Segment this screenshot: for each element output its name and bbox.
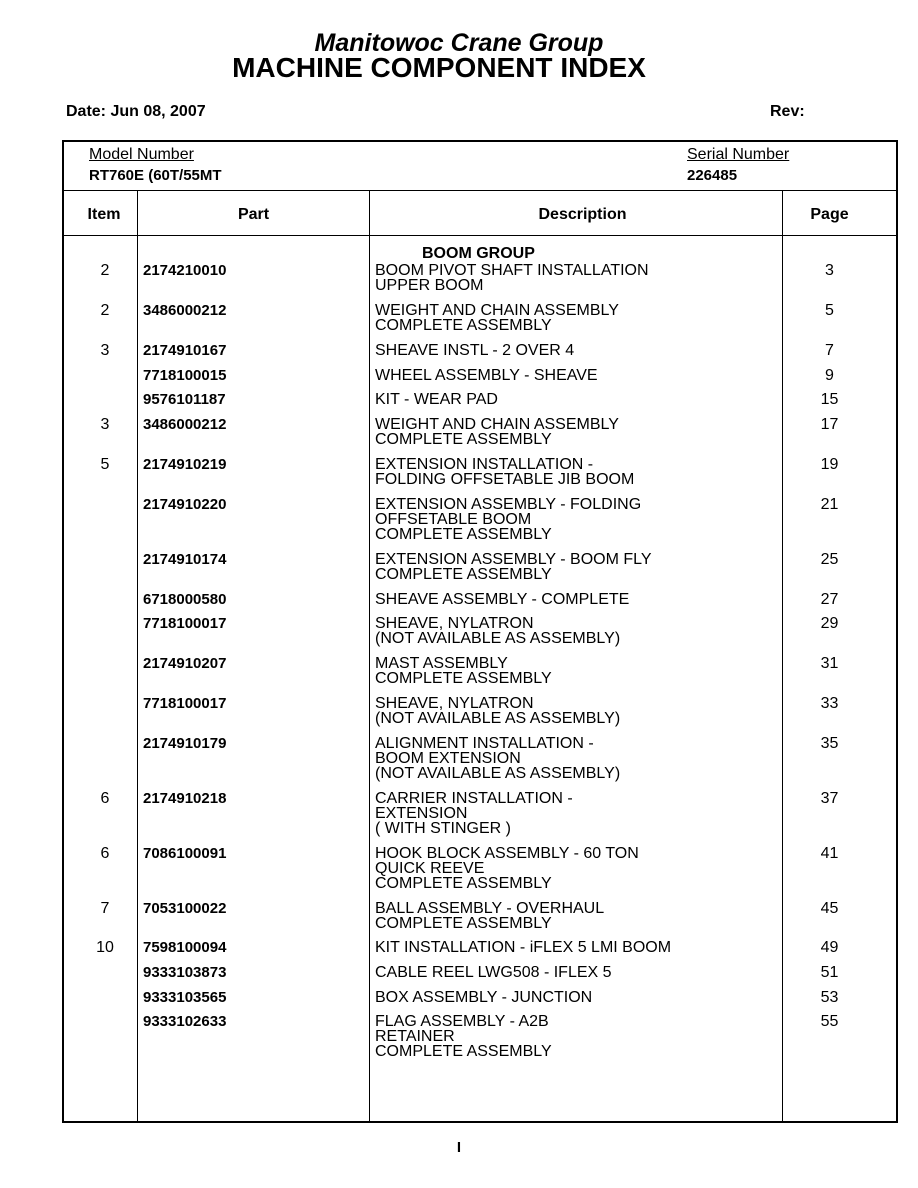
page-reference: 51 <box>820 964 839 981</box>
part-description <box>375 616 620 646</box>
page-reference: 3 <box>825 262 834 279</box>
description-line: COMPLETE ASSEMBLY <box>375 526 552 543</box>
description-line: RETAINER <box>375 1028 455 1045</box>
model-divider <box>64 190 896 191</box>
page-reference: 41 <box>820 845 839 862</box>
item-number: 2 <box>100 262 110 279</box>
page-reference: 37 <box>820 790 839 807</box>
part-number: 7718100017 <box>143 615 227 632</box>
description-line: MAST ASSEMBLY <box>375 655 508 672</box>
component-index-table <box>62 140 898 1123</box>
part-description <box>375 846 639 891</box>
description-line: SHEAVE ASSEMBLY - COMPLETE <box>375 591 630 608</box>
description-line: (NOT AVAILABLE AS ASSEMBLY) <box>375 710 621 727</box>
description-line: ALIGNMENT INSTALLATION - <box>375 735 594 752</box>
page-number: I <box>456 1139 462 1156</box>
description-line: COMPLETE ASSEMBLY <box>375 1043 552 1060</box>
serial-number-label: Serial Number <box>687 146 790 163</box>
description-line: UPPER BOOM <box>375 277 484 294</box>
description-line: HOOK BLOCK ASSEMBLY - 60 TON <box>375 845 639 862</box>
description-line: (NOT AVAILABLE AS ASSEMBLY) <box>375 630 621 647</box>
model-number-label: Model Number <box>89 146 194 163</box>
page-reference: 21 <box>820 496 839 513</box>
description-line: QUICK REEVE <box>375 860 485 877</box>
part-number: 6718000580 <box>143 591 227 608</box>
description-line: EXTENSION ASSEMBLY - BOOM FLY <box>375 551 652 568</box>
document-date: Date: Jun 08, 2007 <box>66 103 206 120</box>
page-reference: 5 <box>825 302 834 319</box>
part-description <box>375 901 604 931</box>
part-description <box>375 940 671 955</box>
part-number: 2174910218 <box>143 790 227 807</box>
item-number: 5 <box>100 456 110 473</box>
part-number: 3486000212 <box>143 416 227 433</box>
part-description <box>375 392 498 407</box>
part-number: 2174910174 <box>143 551 227 568</box>
part-number: 3486000212 <box>143 302 227 319</box>
description-line: COMPLETE ASSEMBLY <box>375 566 552 583</box>
item-number: 7 <box>100 900 110 917</box>
part-description <box>375 343 574 358</box>
description-line: COMPLETE ASSEMBLY <box>375 875 552 892</box>
page-reference: 7 <box>825 342 834 359</box>
part-description <box>375 417 619 447</box>
item-number: 2 <box>100 302 110 319</box>
page-reference: 9 <box>825 367 834 384</box>
page-reference: 31 <box>820 655 839 672</box>
page-reference: 27 <box>820 591 839 608</box>
page-reference: 25 <box>820 551 839 568</box>
item-number: 3 <box>100 342 110 359</box>
page-reference: 19 <box>820 456 839 473</box>
description-line: WEIGHT AND CHAIN ASSEMBLY <box>375 302 619 319</box>
item-number: 6 <box>100 790 110 807</box>
part-number: 7718100015 <box>143 367 227 384</box>
description-line: EXTENSION <box>375 805 468 822</box>
description-line: CABLE REEL LWG508 - IFLEX 5 <box>375 964 612 981</box>
company-name: Manitowoc Crane Group <box>314 29 604 57</box>
description-line: COMPLETE ASSEMBLY <box>375 431 552 448</box>
page-reference: 49 <box>820 939 839 956</box>
part-description <box>375 656 552 686</box>
part-number: 2174910167 <box>143 342 227 359</box>
part-description <box>375 791 573 836</box>
description-line: BOX ASSEMBLY - JUNCTION <box>375 989 593 1006</box>
part-description <box>375 497 641 542</box>
column-header-part: Part <box>237 206 270 223</box>
revision-label: Rev: <box>770 103 805 120</box>
page-reference: 29 <box>820 615 839 632</box>
item-number: 3 <box>100 416 110 433</box>
description-line: EXTENSION ASSEMBLY - FOLDING <box>375 496 642 513</box>
description-line: SHEAVE, NYLATRON <box>375 695 534 712</box>
part-description <box>375 263 649 293</box>
part-description <box>375 1014 552 1059</box>
part-number: 7718100017 <box>143 695 227 712</box>
description-line: CARRIER INSTALLATION - <box>375 790 573 807</box>
description-line: FLAG ASSEMBLY - A2B <box>375 1013 549 1030</box>
model-number-value: RT760E (60T/55MT <box>89 167 222 184</box>
part-number: 2174910219 <box>143 456 227 473</box>
description-line: BOOM EXTENSION <box>375 750 521 767</box>
serial-number-value: 226485 <box>687 167 738 184</box>
group-heading: BOOM GROUP <box>422 245 535 262</box>
description-line: COMPLETE ASSEMBLY <box>375 317 552 334</box>
part-number: 7086100091 <box>143 845 227 862</box>
description-line: EXTENSION INSTALLATION - <box>375 456 594 473</box>
part-number: 9333103565 <box>143 989 227 1006</box>
part-description <box>375 696 620 726</box>
header-divider <box>64 235 896 236</box>
description-line: KIT - WEAR PAD <box>375 391 498 408</box>
page-reference: 33 <box>820 695 839 712</box>
part-number: 9333102633 <box>143 1013 227 1030</box>
description-line: WEIGHT AND CHAIN ASSEMBLY <box>375 416 619 433</box>
page-reference: 53 <box>820 989 839 1006</box>
description-line: KIT INSTALLATION - iFLEX 5 LMI BOOM <box>375 939 672 956</box>
column-divider <box>369 191 370 1121</box>
part-description <box>375 990 592 1005</box>
part-number: 2174910179 <box>143 735 227 752</box>
description-line: BALL ASSEMBLY - OVERHAUL <box>375 900 605 917</box>
part-number: 2174910220 <box>143 496 227 513</box>
part-number: 2174910207 <box>143 655 227 672</box>
description-line: WHEEL ASSEMBLY - SHEAVE <box>375 367 598 384</box>
description-line: COMPLETE ASSEMBLY <box>375 915 552 932</box>
column-header-page: Page <box>810 206 849 223</box>
column-divider <box>137 191 138 1121</box>
item-number: 6 <box>100 845 110 862</box>
description-line: BOOM PIVOT SHAFT INSTALLATION <box>375 262 649 279</box>
page-reference: 35 <box>820 735 839 752</box>
part-description <box>375 457 634 487</box>
part-description <box>375 303 619 333</box>
part-description <box>375 552 652 582</box>
part-number: 9333103873 <box>143 964 227 981</box>
column-header-description: Description <box>538 206 627 223</box>
description-line: ( WITH STINGER ) <box>375 820 511 837</box>
description-line: (NOT AVAILABLE AS ASSEMBLY) <box>375 765 621 782</box>
description-line: COMPLETE ASSEMBLY <box>375 670 552 687</box>
item-number: 10 <box>96 939 114 956</box>
page-reference: 15 <box>820 391 839 408</box>
part-number: 7053100022 <box>143 900 227 917</box>
description-line: FOLDING OFFSETABLE JIB BOOM <box>375 471 635 488</box>
part-description <box>375 592 629 607</box>
part-number: 9576101187 <box>143 391 226 408</box>
document-title: MACHINE COMPONENT INDEX <box>232 52 646 83</box>
part-description <box>375 368 598 383</box>
part-description <box>375 965 612 980</box>
part-number: 7598100094 <box>143 939 227 956</box>
description-line: SHEAVE INSTL - 2 OVER 4 <box>375 342 575 359</box>
column-header-item: Item <box>87 206 121 223</box>
part-number: 2174210010 <box>143 262 227 279</box>
page-reference: 45 <box>820 900 839 917</box>
description-line: OFFSETABLE BOOM <box>375 511 532 528</box>
description-line: SHEAVE, NYLATRON <box>375 615 534 632</box>
page-reference: 17 <box>820 416 839 433</box>
part-description <box>375 736 620 781</box>
page-reference: 55 <box>820 1013 839 1030</box>
